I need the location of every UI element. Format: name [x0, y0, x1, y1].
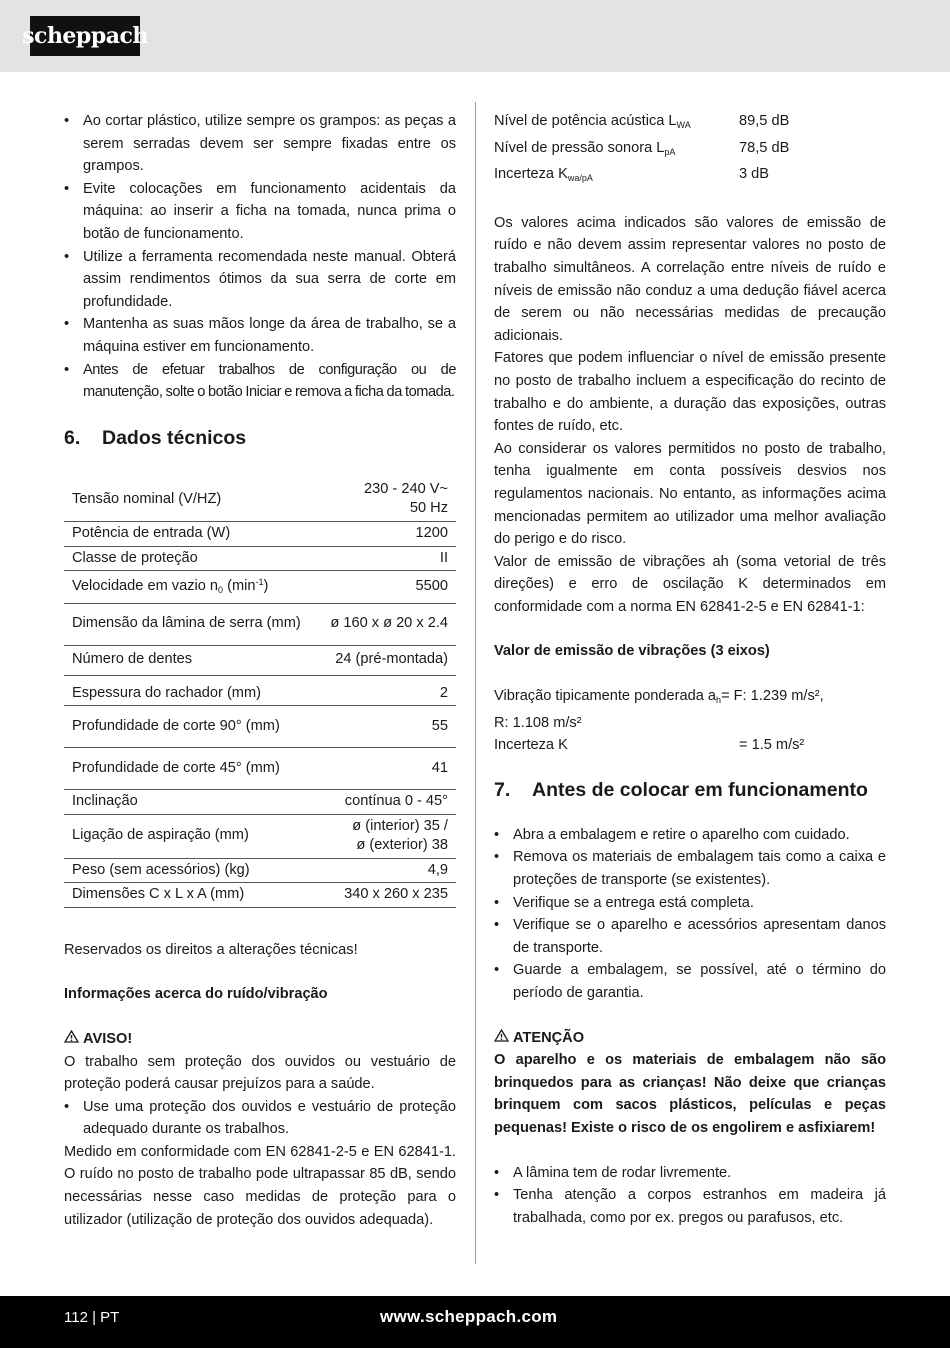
section-title: Antes de colocar em funcionamento: [532, 778, 868, 801]
spec-label: Dimensões C x L x A (mm): [64, 883, 314, 908]
website-link[interactable]: www.scheppach.com: [380, 1307, 558, 1326]
left-column: [64, 110, 456, 1231]
list-item: • A lâmina tem de rodar livremente.: [494, 1162, 886, 1185]
spec-row: [64, 790, 456, 815]
spec-label: Profundidade de corte 90° (mm): [64, 706, 314, 748]
noise-value: 78,5 dB: [739, 139, 790, 156]
warning-triangle-icon: [494, 1027, 509, 1050]
noise-value: 89,5 dB: [739, 113, 790, 129]
list-item: • Remova os materiais de embalagem tais como a caixa e proteções de transporte (se existentes).: [494, 846, 886, 891]
spec-label: Tensão nominal (V/HZ): [64, 478, 314, 522]
spec-label: Ligação de aspiração (mm): [64, 814, 314, 858]
spec-label: Dimensão da lâmina de serra (mm): [64, 603, 314, 645]
spec-label-part: Velocidade em vazio n: [72, 578, 219, 595]
spec-row: [64, 571, 456, 604]
vibration-label: Vibração tipicamente ponderada a: [494, 688, 717, 705]
spec-label-part: ): [263, 578, 269, 595]
spec-row: [64, 546, 456, 571]
spec-label: [64, 571, 314, 604]
spec-row: [64, 858, 456, 883]
noise-subscript: wa/pA: [567, 173, 593, 184]
spec-label-part: (min: [223, 578, 256, 595]
paragraph: Ao considerar os valores permitidos no posto de trabalho, tenha igualmente em conta possíveis desvios nos regulamentos nacionais. No entanto, as informações acima mencionadas permitem ao utilizador uma melhor avaliação do perigo e do risco.: [494, 440, 886, 548]
section-7-heading: [494, 779, 886, 802]
noise-row: [494, 163, 886, 190]
list-item: • Use uma proteção dos ouvidos e vestuário de proteção adequado durante os trabalhos.: [64, 1096, 456, 1141]
vibration-line-2: R: 1.108 m/s²: [494, 714, 582, 731]
vibration-uncertainty: [494, 734, 886, 757]
spec-value: ø (interior) 35 / ø (exterior) 38: [314, 814, 456, 858]
list-item: • Utilize a ferramenta recomendada neste manual. Obterá assim rendimentos ótimos da sua serra de corte em profundidade.: [64, 246, 456, 314]
list-item: • Evite colocações em funcionamento acidentais da máquina: ao inserir a ficha na tomada, nunca prima o botão de funcionamento.: [64, 178, 456, 246]
spec-row: [64, 675, 456, 706]
vibration-subscript: h: [716, 695, 722, 706]
spec-label: Profundidade de corte 45° (mm): [64, 748, 314, 790]
spec-row: [64, 478, 456, 522]
list-item: • Verifique se o aparelho e acessórios apresentam danos de transporte.: [494, 914, 886, 959]
footer-bar: [0, 1296, 950, 1348]
spec-value: 41: [314, 748, 456, 790]
warning-label: AVISO!: [83, 1030, 133, 1047]
spec-row: [64, 748, 456, 790]
list-item: • Tenha atenção a corpos estranhos em madeira já trabalhada, como por ex. pregos ou parafusos, etc.: [494, 1184, 886, 1229]
final-bullet-list: [494, 1162, 886, 1230]
list-item: • Mantenha as suas mãos longe da área de trabalho, se a máquina estiver em funcionamento.: [64, 313, 456, 358]
noise-subscript: WA: [676, 120, 691, 130]
spec-label: Espessura do rachador (mm): [64, 675, 314, 706]
spec-value: 1200: [314, 522, 456, 547]
measurement-text: Medido em conformidade com EN 62841-2-5 e EN 62841-1. O ruído no posto de trabalho pode ultrapassar 85 dB, sendo necessárias nesse caso medidas de proteção para o utilizador (utilização de proteção dos ouvidos adequada).: [64, 1143, 456, 1228]
spec-value: 4,9: [314, 858, 456, 883]
spec-label-part: -1: [255, 577, 264, 588]
attention-text: O aparelho e os materiais de embalagem não são brinquedos para as crianças! Não deixe que crianças brinquem com sacos plásticos, películas e peças pequenas! Existe o risco de os engolirem e asfixiarem!: [494, 1052, 886, 1136]
list-item: • Guarde a embalagem, se possível, até o término do período de garantia.: [494, 959, 886, 1004]
list-item: • Antes de efetuar trabalhos de configuração ou de manutenção, solte o botão Iniciar e remova a ficha da tomada.: [64, 359, 456, 404]
list-item: • Ao cortar plástico, utilize sempre os grampos: as peças a serem serradas devem ser sempre fixadas entre os grampos.: [64, 110, 456, 178]
noise-label: Incerteza K: [494, 166, 568, 183]
noise-vibration-heading: Informações acerca do ruído/vibração: [64, 986, 328, 1003]
warning-heading: [64, 1028, 456, 1051]
uncertainty-label: Incerteza K: [494, 737, 568, 754]
noise-row: [494, 137, 886, 164]
spec-value: 340 x 260 x 235: [314, 883, 456, 908]
page-number: 112 | PT: [64, 1309, 120, 1326]
spec-value: 5500: [314, 571, 456, 604]
section-title: Dados técnicos: [102, 426, 247, 449]
spec-row: [64, 706, 456, 748]
spec-label: Classe de proteção: [64, 546, 314, 571]
section-number: 6.: [64, 426, 81, 449]
spec-label: Número de dentes: [64, 645, 314, 675]
noise-row: [494, 110, 886, 137]
spec-value: 55: [314, 706, 456, 748]
list-item: • Abra a embalagem e retire o aparelho com cuidado.: [494, 824, 886, 847]
noise-value: 3 dB: [739, 166, 770, 183]
reserved-note: Reservados os direitos a alterações técnicas!: [64, 941, 358, 958]
noise-subscript: pA: [664, 146, 676, 157]
paragraph: Valor de emissão de vibrações ah (soma vetorial de três direções) e erro de oscilação K determinados em conformidade com a norma EN 62841-2-5 e EN 62841-1:: [494, 553, 886, 615]
section-6-heading: [64, 427, 456, 450]
spec-row: [64, 522, 456, 547]
vibration-heading: Valor de emissão de vibrações (3 eixos): [494, 643, 770, 660]
vibration-line: [494, 685, 886, 712]
spec-value: 2: [314, 675, 456, 706]
spec-label: Inclinação: [64, 790, 314, 815]
spec-value: II: [314, 546, 456, 571]
paragraph: Os valores acima indicados são valores de emissão de ruído e não devem assim representar valores no posto de trabalho simultâneos. A correlação entre níveis de ruído e níveis de emissão não conduz a uma dedução fiável acerca de serem ou não necessárias medidas de precaução adicionais.: [494, 214, 886, 344]
spec-row: [64, 883, 456, 908]
spec-label: Potência de entrada (W): [64, 522, 314, 547]
specs-table: [64, 478, 456, 908]
spec-label: Peso (sem acessórios) (kg): [64, 858, 314, 883]
attention-heading: [494, 1027, 886, 1050]
warning-bullet-list: [64, 1096, 456, 1141]
section-number: 7.: [494, 778, 511, 801]
spec-label-part: 0: [218, 585, 224, 596]
unpacking-bullet-list: [494, 824, 886, 1005]
scheppach-logo: scheppach: [30, 16, 140, 56]
safety-bullet-list: [64, 110, 456, 404]
spec-value: contínua 0 - 45°: [314, 790, 456, 815]
list-item: • Verifique se a entrega está completa.: [494, 892, 886, 915]
noise-label: Nível de pressão sonora L: [494, 139, 665, 156]
spec-row: [64, 645, 456, 675]
warning-text: O trabalho sem proteção dos ouvidos ou vestuário de proteção poderá causar prejuízos para a saúde.: [64, 1053, 456, 1093]
right-column: [494, 110, 886, 1229]
spec-value: ø 160 x ø 20 x 2.4: [314, 603, 456, 645]
spec-value: 24 (pré-montada): [314, 645, 456, 675]
spec-row: [64, 603, 456, 645]
header-bar: [0, 0, 950, 72]
vibration-value: = F: 1.239 m/s²,: [721, 688, 824, 705]
spec-row: [64, 814, 456, 858]
paragraph: Fatores que podem influenciar o nível de emissão presente no posto de trabalho incluem a especificação do recinto de trabalho e do ambiente, a duração das exposições, outras fontes de ruído, etc.: [494, 350, 886, 435]
noise-label: Nível de potência acústica L: [494, 113, 677, 129]
uncertainty-value: = 1.5 m/s²: [739, 737, 805, 754]
attention-label: ATENÇÃO: [513, 1029, 585, 1046]
spec-value: 230 - 240 V~ 50 Hz: [314, 478, 456, 522]
warning-triangle-icon: [64, 1028, 79, 1051]
column-divider: [475, 102, 476, 1264]
